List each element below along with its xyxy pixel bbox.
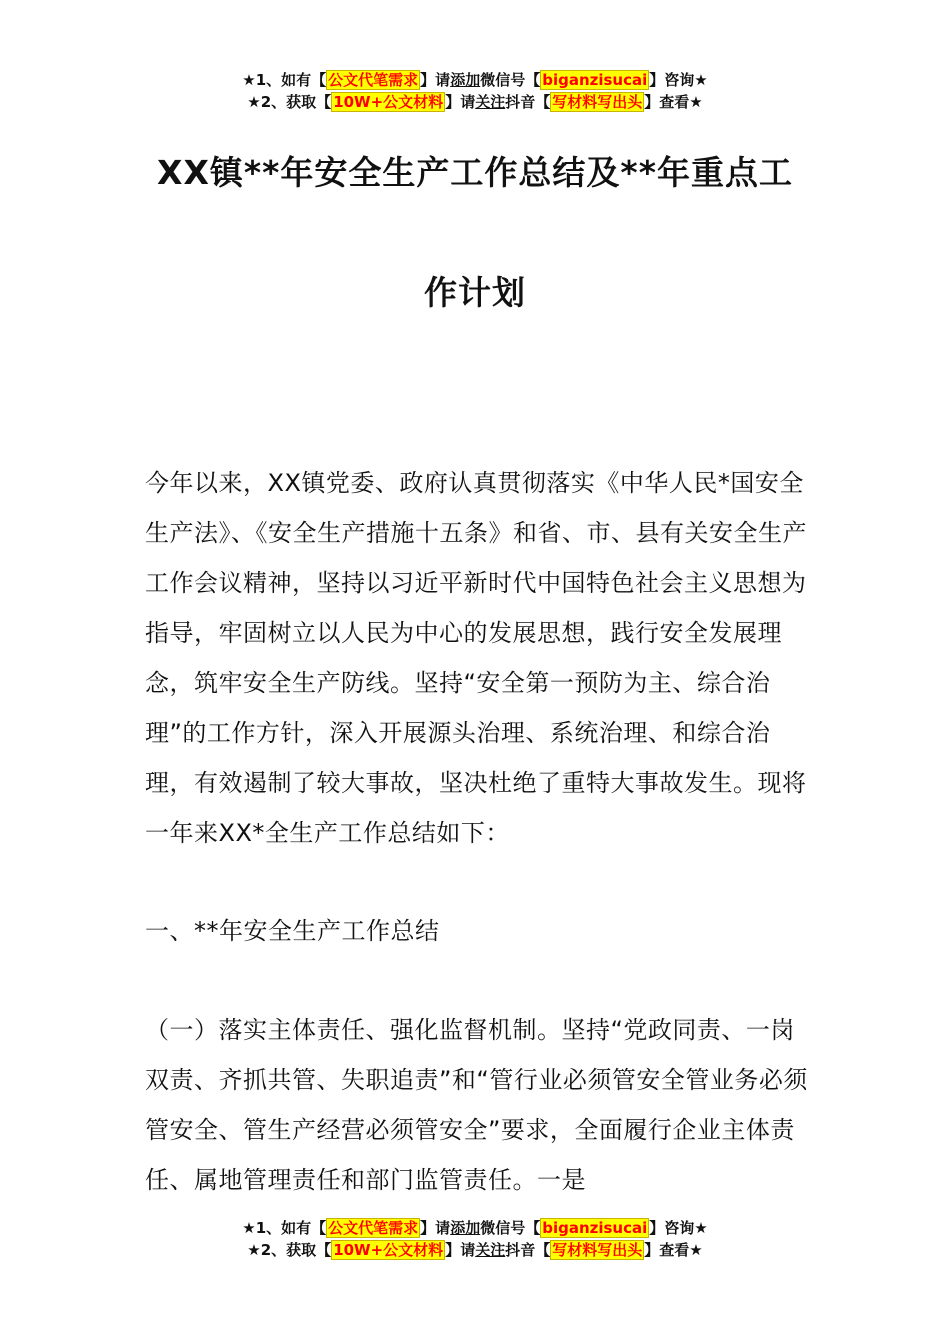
top-promo-banner bbox=[0, 69, 950, 113]
promo-line-1 bbox=[0, 1217, 950, 1239]
promo-emphasis: 添加 bbox=[450, 71, 481, 89]
promo-highlight: 公文代笔需求 bbox=[328, 1219, 419, 1237]
promo-line-2 bbox=[0, 91, 950, 113]
promo-text: 微信号【 bbox=[480, 1219, 541, 1237]
document-title-line-1: XX镇**年安全生产工作总结及**年重点工 bbox=[157, 153, 793, 192]
promo-highlight: 写材料写出头 bbox=[552, 1241, 643, 1259]
promo-text: ★2、获取【 bbox=[247, 1241, 332, 1259]
paragraph-text: 今年以来，XX镇党委、政府认真贯彻落实《中华人民*国安全生产法》、《安全生产措施十五条》和省、市、县有关安全生产工作会议精神，坚持以习近平新时代中国特色社会主义思想为指导，牢固树立以人民为中心的发展思想，践行安全发展理念，筑牢安全生产防线。坚持“安全第一预防为主、综合治理”的工作方针，深入开展源头治理、系统治理、和综合治理，有效遏制了较大事故，坚决杜绝了重特大事故发生。现将一年来XX*全生产工作总结如下： bbox=[145, 469, 807, 847]
promo-highlight: biganzisucai bbox=[542, 1219, 648, 1237]
promo-text: ★1、如有【 bbox=[242, 71, 327, 89]
promo-text: 】请 bbox=[420, 71, 451, 89]
promo-highlight: biganzisucai bbox=[542, 71, 648, 89]
promo-text: 抖音【 bbox=[505, 1241, 551, 1259]
promo-highlight: 10W+公文材料 bbox=[333, 1241, 444, 1259]
section-paragraph bbox=[145, 1005, 810, 1205]
promo-text: 微信号【 bbox=[480, 71, 541, 89]
promo-text: ★2、获取【 bbox=[247, 93, 332, 111]
promo-text: 】请 bbox=[445, 1241, 476, 1259]
promo-text: 】请 bbox=[420, 1219, 451, 1237]
promo-text: 】查看★ bbox=[644, 93, 703, 111]
promo-text: 】咨询★ bbox=[649, 71, 708, 89]
promo-highlight: 公文代笔需求 bbox=[328, 71, 419, 89]
promo-line-2 bbox=[0, 1239, 950, 1261]
promo-emphasis: 添加 bbox=[450, 1219, 481, 1237]
promo-text: 】咨询★ bbox=[649, 1219, 708, 1237]
section-heading-text: 一、**年安全生产工作总结 bbox=[145, 917, 440, 945]
promo-line-1 bbox=[0, 69, 950, 91]
promo-highlight: 写材料写出头 bbox=[552, 93, 643, 111]
promo-text: 】查看★ bbox=[644, 1241, 703, 1259]
document-title-line-2: 作计划 bbox=[424, 273, 526, 312]
bottom-promo-banner bbox=[0, 1217, 950, 1261]
promo-highlight: 10W+公文材料 bbox=[333, 93, 444, 111]
promo-text: ★1、如有【 bbox=[242, 1219, 327, 1237]
paragraph-text: （一）落实主体责任、强化监督机制。坚持“党政同责、一岗双责、齐抓共管、失职追责”和“管行业必须管安全管业务必须管安全、管生产经营必须管安全”要求，全面履行企业主体责任、属地管理责任和部门监管责任。一是 bbox=[145, 1016, 808, 1194]
promo-emphasis: 关注 bbox=[475, 93, 506, 111]
promo-text: 】请 bbox=[445, 93, 476, 111]
promo-emphasis: 关注 bbox=[475, 1241, 506, 1259]
section-heading bbox=[145, 906, 810, 956]
promo-text: 抖音【 bbox=[505, 93, 551, 111]
intro-paragraph bbox=[145, 458, 810, 858]
